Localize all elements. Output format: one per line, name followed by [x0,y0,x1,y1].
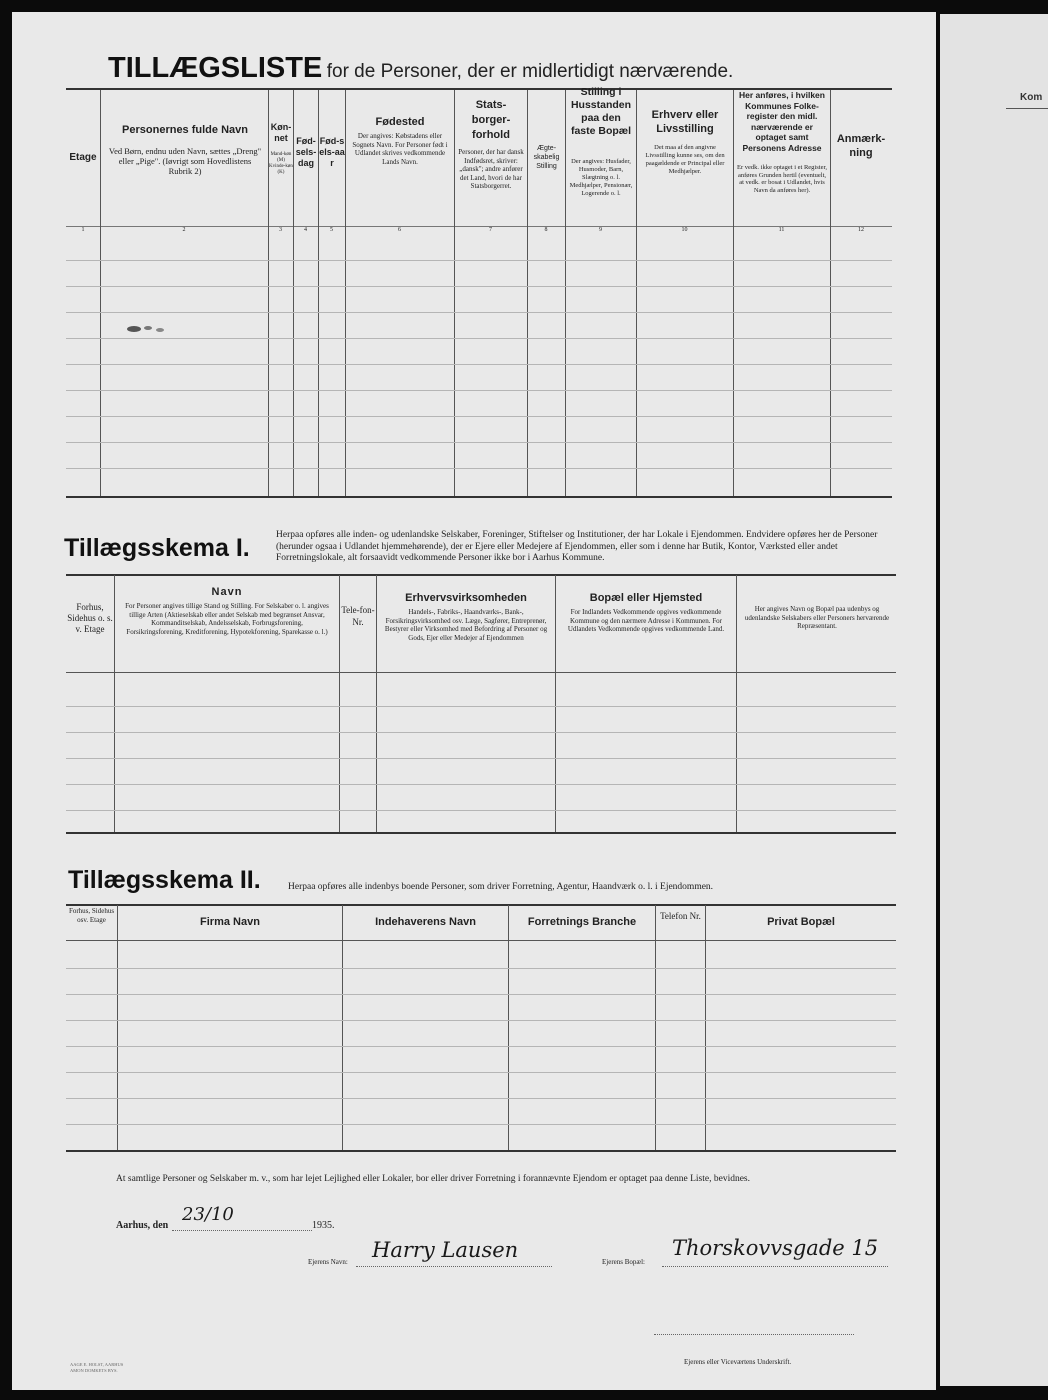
tl-header-kon: Køn-net [270,122,292,143]
owner-name-label: Ejerens Navn: [308,1258,348,1266]
owner-address-line [662,1266,888,1267]
year-label: 1935. [312,1220,335,1231]
s2-header-indehaver: Indehaverens Navn [375,916,476,928]
owner-name-handwritten: Harry Lausen [372,1238,519,1262]
tl-header-folkeregister: Her anføres, i hvilken Kommunes Folke-register den midl. nærværende er optaget samt Personens Adresse [739,90,825,153]
tl-header-name: Personernes fulde Navn [122,124,248,136]
s1-header-bopael-desc: For Indlandets Vedkommende opgives vedkommende Kommune og den nærmere Adresse i Kommunen. For Udlandets Vedkommende opgives vedkommende Land. [567,608,725,633]
main-title-rest: for de Personer, der er midlertidigt nærværende. [326,61,734,82]
tl-colnum: 4 [304,227,307,233]
owner-name-line [356,1266,552,1267]
tl-colnum: 5 [330,227,333,233]
schema1-title: Tillægsskema I. [64,534,250,562]
city-label: Aarhus, den [116,1220,169,1231]
adjacent-page-text: Kom [1020,92,1043,103]
signature-caption: Ejerens eller Viceværtens Underskrift. [684,1358,792,1366]
main-title-big: TILLÆGSLISTE [108,52,323,84]
schema1-intro: Herpaa opføres alle inden- og udenlandske Selskaber, Foreninger, Stiftelser og Institutioner, der har Lokale i Ejendommen. Endvidere opføres her de Personer (herunder ogsaa i Udlandet hjemmehørende), der er Ejere eller Medejere af Ejendommen, eller som i denne har Butik, Kontor, Værksted eller andet Forretningslokale, alt forsaavidt vedkommende Personer ikke bor i Aarhus Kommune. [276,530,878,563]
tl-colnum: 8 [544,227,548,233]
s1-header-etage: Forhus, Sidehus o. s. v. Etage [67,602,113,634]
declaration-text: At samtlige Personer og Selskaber m. v., som har lejet Lejlighed eller Lokaler, bor eller driver Forretning i forannævnte Ejendom er optaget paa denne Liste, bevidnes. [116,1174,750,1184]
tl-header-statsborger: Stats-borger-forhold [471,99,511,141]
tl-colnum: 12 [858,227,864,233]
tl-header-name-desc: Ved Børn, endnu uden Navn, sættes „Dreng" eller „Pige". (Iøvrigt som Hovedlistens Rubrik 2) [108,146,262,176]
tl-colnum: 11 [778,227,785,233]
tl-colnum: 10 [681,227,688,233]
tl-header-erhverv: Erhverv eller Livsstilling [651,109,719,135]
tl-header-folkeregister-desc: Er vedk. ikke optaget i et Register, anføres Grunden hertil (eventuelt, at vedk. er bosat i Udlandet, hvis Navn da anføres her). [737,164,827,194]
printer-imprint: AAGE E. HOLST, AARHUS AMON DOMKETS BYS. [70,1362,124,1373]
tl-colnum: 9 [599,227,602,233]
s2-header-firma: Firma Navn [200,916,260,928]
date-line [172,1230,312,1231]
schema2-title: Tillægsskema II. [68,866,261,894]
tl-header-fodselsaar: Fød-sels-aar [319,136,345,168]
tl-header-etage: Etage [69,152,97,163]
tl-header-fodested: Fødested [375,116,425,128]
tl-colnum: 6 [398,227,401,233]
s2-header-telefon: Telefon Nr. [660,911,701,921]
ink-smudge [120,322,168,334]
form-page [12,12,936,1390]
s1-header-navn-desc: For Personer angives tillige Stand og Stilling. For Selskaber o. l. angives tillige Arten (Aktieselskab eller andet Selskab med begrænset Ansvar, Kommanditselskab, Andelsselskab, Forbrugsforening, Forsikringsforening, Kreditforening, Hypotekforening, Sparekasse o. l.) [125,602,329,636]
tl-header-statsborger-desc: Personer, der har dansk Indfødsret, skriver: „dansk"; andre anfører det Land, hvori de har Statsborgerret. [458,148,524,190]
tl-colnum: 1 [81,227,85,233]
s2-header-branche: Forretnings Branche [527,916,637,928]
s1-header-bopael: Bopæl eller Hjemsted [589,592,703,604]
tl-header-fodselsdag: Fød-sels-dag [295,136,317,168]
schema2-intro: Herpaa opføres alle indenbys boende Personer, som driver Forretning, Agentur, Haandværk o. l. i Ejendommen. [288,882,714,892]
signature-line [654,1334,854,1335]
s1-header-telefon: Tele-fon-Nr. [341,605,375,627]
tl-header-stilling: Stilling i Husstanden paa den faste Bopæl [570,86,632,137]
s1-header-erhverv: Erhvervsvirksomheden [405,592,527,604]
tl-header-aegteskab: Ægte-skabelig Stilling [533,145,560,170]
tl-colnum: 3 [279,227,282,233]
date-handwritten: 23/10 [182,1204,234,1225]
adjacent-page [940,14,1048,1386]
s2-header-etage: Forhus, Sidehus osv. Etage [68,907,115,924]
owner-address-handwritten: Thorskovvsgade 15 [672,1236,879,1260]
tl-header-fodested-desc: Der angives: Købstadens eller Sognets Navn. For Personer født i Udlandet skrives vedkommende Lands Navn. [352,132,448,166]
tl-header-anmaerkning: Anmærk-ning [836,133,886,159]
tl-header-kon-desc: Mand-køn (M) Kvinde-køn (K) [269,152,293,175]
s1-header-navn: Navn [211,586,243,598]
tl-colnum: 2 [182,227,186,233]
main-title [108,52,733,85]
s2-header-privat-bopael: Privat Bopæl [767,916,835,928]
s1-header-repraesentant: Her angives Navn og Bopæl paa udenbys og udenlandske Selskabers eller Personers herværende Repræsentant. [744,605,890,630]
s1-header-erhverv-desc: Handels-, Fabriks-, Haandværks-, Bank-, Forsikringsvirksomhed osv. Læge, Sagfører, Entreprenør, Bestyrer eller Virksomhed med Befordring af Personer og Gods, Ejer eller Medejer af Ejendommen [384,608,548,642]
tl-colnum: 7 [489,227,492,233]
owner-address-label: Ejerens Bopæl: [602,1258,645,1266]
tl-header-erhverv-desc: Det maa af den angivne Livsstilling kunne ses, om den paagældende er Principal eller Medhjælper. [645,144,725,175]
tl-header-stilling-desc: Der angives: Husfader, Husmoder, Barn, Slægtning o. l. Medhjælper, Pensionær, Logerende o. l. [569,158,633,197]
